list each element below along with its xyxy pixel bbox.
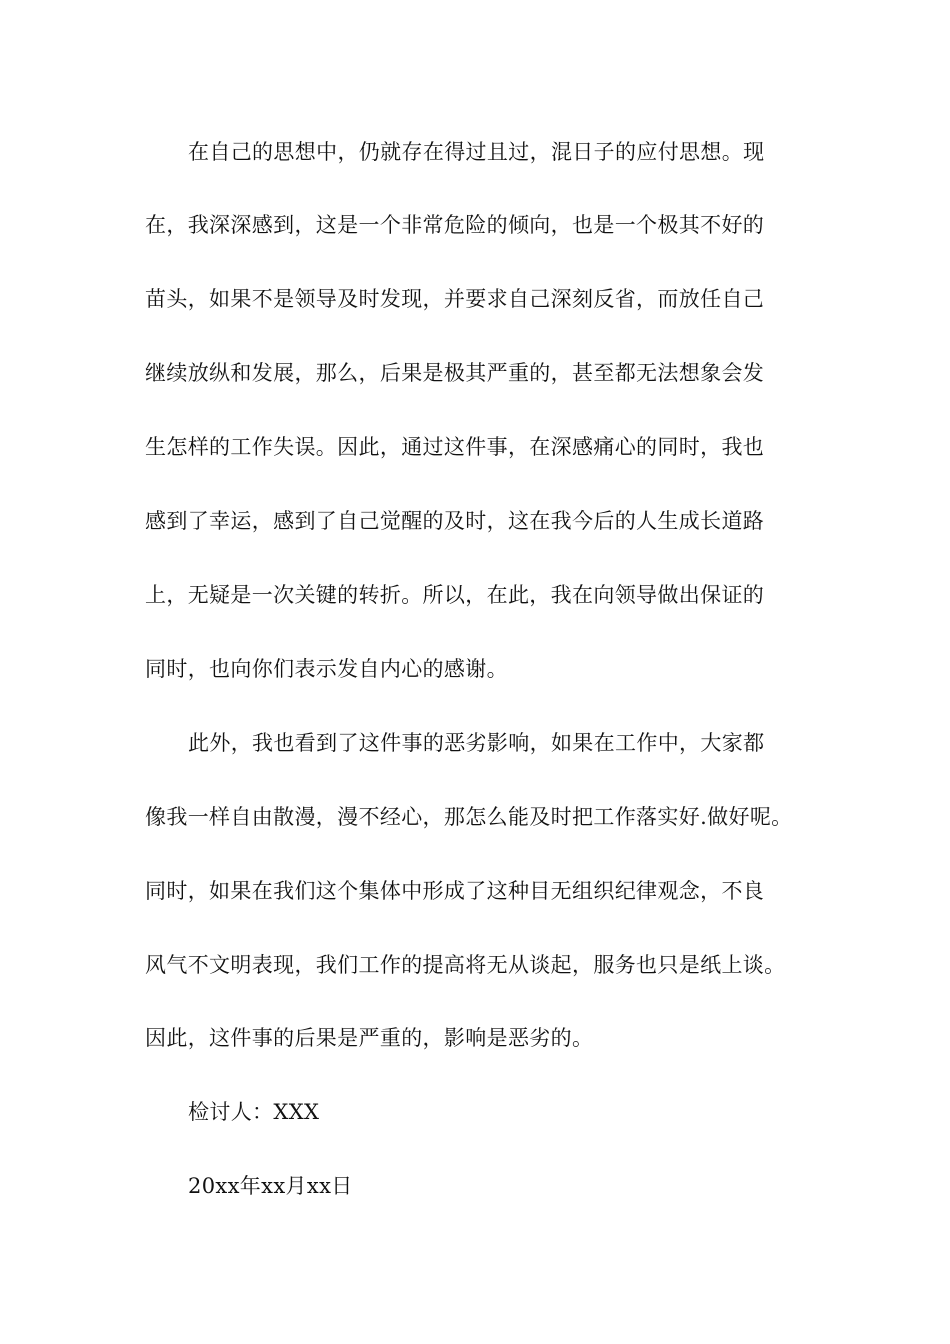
paragraph-1-line-1: 在自己的思想中，仍就存在得过且过，混日子的应付思想。现	[188, 140, 765, 164]
paragraph-1-line-8: 同时，也向你们表示发自内心的感谢。	[145, 657, 508, 681]
paragraph-2-line-3: 同时，如果在我们这个集体中形成了这种目无组织纪律观念，不良	[145, 879, 765, 903]
paragraph-1-line-2: 在，我深深感到，这是一个非常危险的倾向，也是一个极其不好的	[145, 213, 765, 237]
paragraph-1-line-3: 苗头，如果不是领导及时发现，并要求自己深刻反省，而放任自己	[145, 287, 765, 311]
paragraph-1-line-7: 上，无疑是一次关键的转折。所以，在此，我在向领导做出保证的	[145, 583, 765, 607]
paragraph-1-line-4: 继续放纵和发展，那么，后果是极其严重的，甚至都无法想象会发	[145, 361, 765, 385]
signature-line: 检讨人：XXX	[188, 1100, 320, 1124]
paragraph-2-line-2: 像我一样自由散漫，漫不经心，那怎么能及时把工作落实好.做好呢。	[145, 805, 793, 829]
date-line: 20xx年xx月xx日	[188, 1174, 353, 1198]
paragraph-1-line-5: 生怎样的工作失误。因此，通过这件事，在深感痛心的同时，我也	[145, 435, 765, 459]
paragraph-2-line-4: 风气不文明表现，我们工作的提高将无从谈起，服务也只是纸上谈。	[145, 953, 786, 977]
paragraph-2-line-5: 因此，这件事的后果是严重的，影响是恶劣的。	[145, 1026, 594, 1050]
paragraph-1-line-6: 感到了幸运，感到了自己觉醒的及时，这在我今后的人生成长道路	[145, 509, 765, 533]
paragraph-2-line-1: 此外，我也看到了这件事的恶劣影响，如果在工作中，大家都	[188, 731, 765, 755]
